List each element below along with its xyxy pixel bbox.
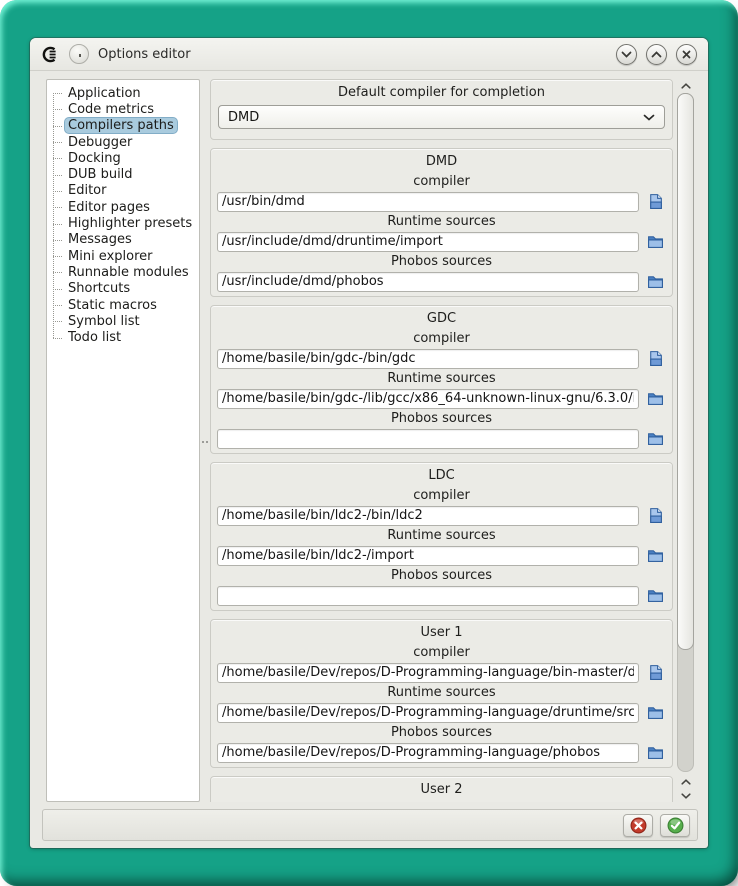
field-label: Phobos sources — [390, 725, 493, 740]
browse-folder-button[interactable] — [644, 703, 666, 723]
field-row — [217, 505, 666, 526]
sidebar-item-symbol-list[interactable]: Symbol list — [49, 313, 197, 329]
chevron-up-icon — [681, 83, 691, 89]
field-label: compiler — [413, 174, 470, 189]
options-editor-window — [30, 38, 708, 848]
group-title: LDC — [428, 468, 455, 483]
dialog-button-bar — [42, 809, 698, 841]
browse-folder-button[interactable] — [644, 389, 666, 409]
field-row — [217, 388, 666, 409]
close-icon — [682, 50, 691, 59]
sidebar-item-dub-build[interactable]: DUB build — [49, 166, 197, 182]
field-row — [217, 428, 666, 449]
field-label: compiler — [413, 488, 470, 503]
browse-file-button[interactable] — [644, 506, 666, 526]
file-open-icon — [647, 193, 664, 210]
sidebar-item-debugger[interactable]: Debugger — [49, 134, 197, 150]
chevron-up-icon — [651, 51, 662, 58]
folder-open-icon — [647, 587, 664, 604]
scroll-up-button-2[interactable] — [677, 775, 694, 788]
browse-folder-button[interactable] — [644, 586, 666, 606]
sidebar-item-messages[interactable]: Messages — [49, 232, 197, 248]
sidebar-item-highlighter-presets[interactable]: Highlighter presets — [49, 215, 197, 231]
sidebar-item-docking[interactable]: Docking — [49, 150, 197, 166]
browse-folder-button[interactable] — [644, 429, 666, 449]
folder-open-icon — [647, 390, 664, 407]
scrollbar[interactable] — [677, 79, 694, 802]
compilers-paths-panel — [210, 79, 673, 802]
field-row — [217, 545, 666, 566]
sidebar-item-editor-pages[interactable]: Editor pages — [49, 199, 197, 215]
cancel-icon — [630, 817, 647, 834]
file-open-icon — [647, 664, 664, 681]
compiler-group-ldc — [210, 462, 673, 611]
sidebar-item-todo-list[interactable]: Todo list — [49, 329, 197, 345]
sidebar-item-mini-explorer[interactable]: Mini explorer — [49, 248, 197, 264]
field-label: compiler — [413, 645, 470, 660]
scroll-buttons — [677, 773, 694, 802]
compiler-group-user2 — [210, 776, 673, 802]
folder-open-icon — [647, 273, 664, 290]
group-title: User 1 — [420, 625, 463, 640]
group-title: GDC — [426, 311, 457, 326]
folder-open-icon — [647, 704, 664, 721]
compiler-group-dmd — [210, 148, 673, 297]
chevron-down-icon — [643, 114, 655, 121]
group-title: DMD — [425, 154, 458, 169]
sidebar-item-shortcuts[interactable]: Shortcuts — [49, 281, 197, 297]
browse-folder-button[interactable] — [644, 546, 666, 566]
chevron-up-icon — [681, 779, 691, 785]
scroll-down-button[interactable] — [677, 789, 694, 802]
field-label: Runtime sources — [387, 528, 496, 543]
field-row — [217, 662, 666, 683]
field-row — [217, 742, 666, 763]
accept-button[interactable] — [660, 814, 690, 837]
browse-file-button[interactable] — [644, 349, 666, 369]
chevron-down-icon — [621, 51, 632, 58]
field-label: Phobos sources — [390, 568, 493, 583]
browse-folder-button[interactable] — [644, 232, 666, 252]
field-row — [217, 231, 666, 252]
gdc-compiler-input[interactable] — [217, 349, 639, 369]
sidebar-item-editor[interactable]: Editor — [49, 183, 197, 199]
ldc-phobos-sources-input[interactable] — [217, 586, 639, 606]
minimize-button[interactable] — [616, 44, 637, 65]
sidebar-item-application[interactable]: Application — [49, 85, 197, 101]
gdc-runtime-sources-input[interactable] — [217, 389, 639, 409]
field-label: Phobos sources — [390, 254, 493, 269]
content-area — [30, 71, 708, 806]
file-open-icon — [647, 350, 664, 367]
close-button[interactable] — [676, 44, 697, 65]
chevron-down-icon — [681, 793, 691, 799]
sidebar-item-compilers-paths[interactable]: Compilers paths — [49, 118, 197, 134]
app-logo-icon — [41, 46, 60, 63]
browse-file-button[interactable] — [644, 663, 666, 683]
category-list[interactable] — [46, 79, 200, 802]
scroll-up-button[interactable] — [677, 79, 694, 92]
sidebar-item-runnable-modules[interactable]: Runnable modules — [49, 264, 197, 280]
browse-file-button[interactable] — [644, 192, 666, 212]
cancel-button[interactable] — [623, 814, 653, 837]
browse-folder-button[interactable] — [644, 743, 666, 763]
user1-phobos-sources-input[interactable] — [217, 743, 639, 763]
field-label: compiler — [413, 331, 470, 346]
field-label: Phobos sources — [390, 411, 493, 426]
default-compiler-group — [210, 79, 673, 140]
default-compiler-select[interactable] — [218, 105, 665, 129]
field-row — [217, 702, 666, 723]
compiler-group-gdc — [210, 305, 673, 454]
field-row — [217, 191, 666, 212]
folder-open-icon — [647, 430, 664, 447]
folder-open-icon — [647, 233, 664, 250]
ldc-compiler-input[interactable] — [217, 506, 639, 526]
sidebar-item-static-macros[interactable]: Static macros — [49, 297, 197, 313]
category-tree — [49, 85, 197, 346]
titlebar[interactable] — [30, 38, 708, 71]
gdc-phobos-sources-input[interactable] — [217, 429, 639, 449]
user1-runtime-sources-input[interactable] — [217, 703, 639, 723]
field-label: Runtime sources — [387, 214, 496, 229]
selected-compiler: DMD — [228, 109, 260, 125]
folder-open-icon — [647, 547, 664, 564]
dmd-phobos-sources-input[interactable] — [217, 272, 639, 292]
ldc-runtime-sources-input[interactable] — [217, 546, 639, 566]
dmd-runtime-sources-input[interactable] — [217, 232, 639, 252]
sidebar-item-code-metrics[interactable]: Code metrics — [49, 101, 197, 117]
field-label: Runtime sources — [387, 371, 496, 386]
folder-open-icon — [647, 744, 664, 761]
field-row — [217, 348, 666, 369]
sidebar-splitter[interactable] — [200, 79, 210, 802]
field-row — [217, 271, 666, 292]
group-title: Default compiler for completion — [338, 85, 545, 100]
scroll-thumb[interactable] — [677, 93, 694, 650]
group-title: User 2 — [420, 782, 463, 797]
user1-compiler-input[interactable] — [217, 663, 639, 683]
dmd-compiler-input[interactable] — [217, 192, 639, 212]
window-title: Options editor — [98, 46, 191, 62]
scroll-track[interactable] — [677, 93, 694, 772]
compilers-paths-page — [210, 79, 694, 802]
browse-folder-button[interactable] — [644, 272, 666, 292]
compiler-group-user1 — [210, 619, 673, 768]
window-menu-button[interactable] — [69, 44, 89, 64]
maximize-button[interactable] — [646, 44, 667, 65]
file-open-icon — [647, 507, 664, 524]
ok-icon — [667, 817, 684, 834]
field-label: Runtime sources — [387, 685, 496, 700]
field-row — [217, 585, 666, 606]
